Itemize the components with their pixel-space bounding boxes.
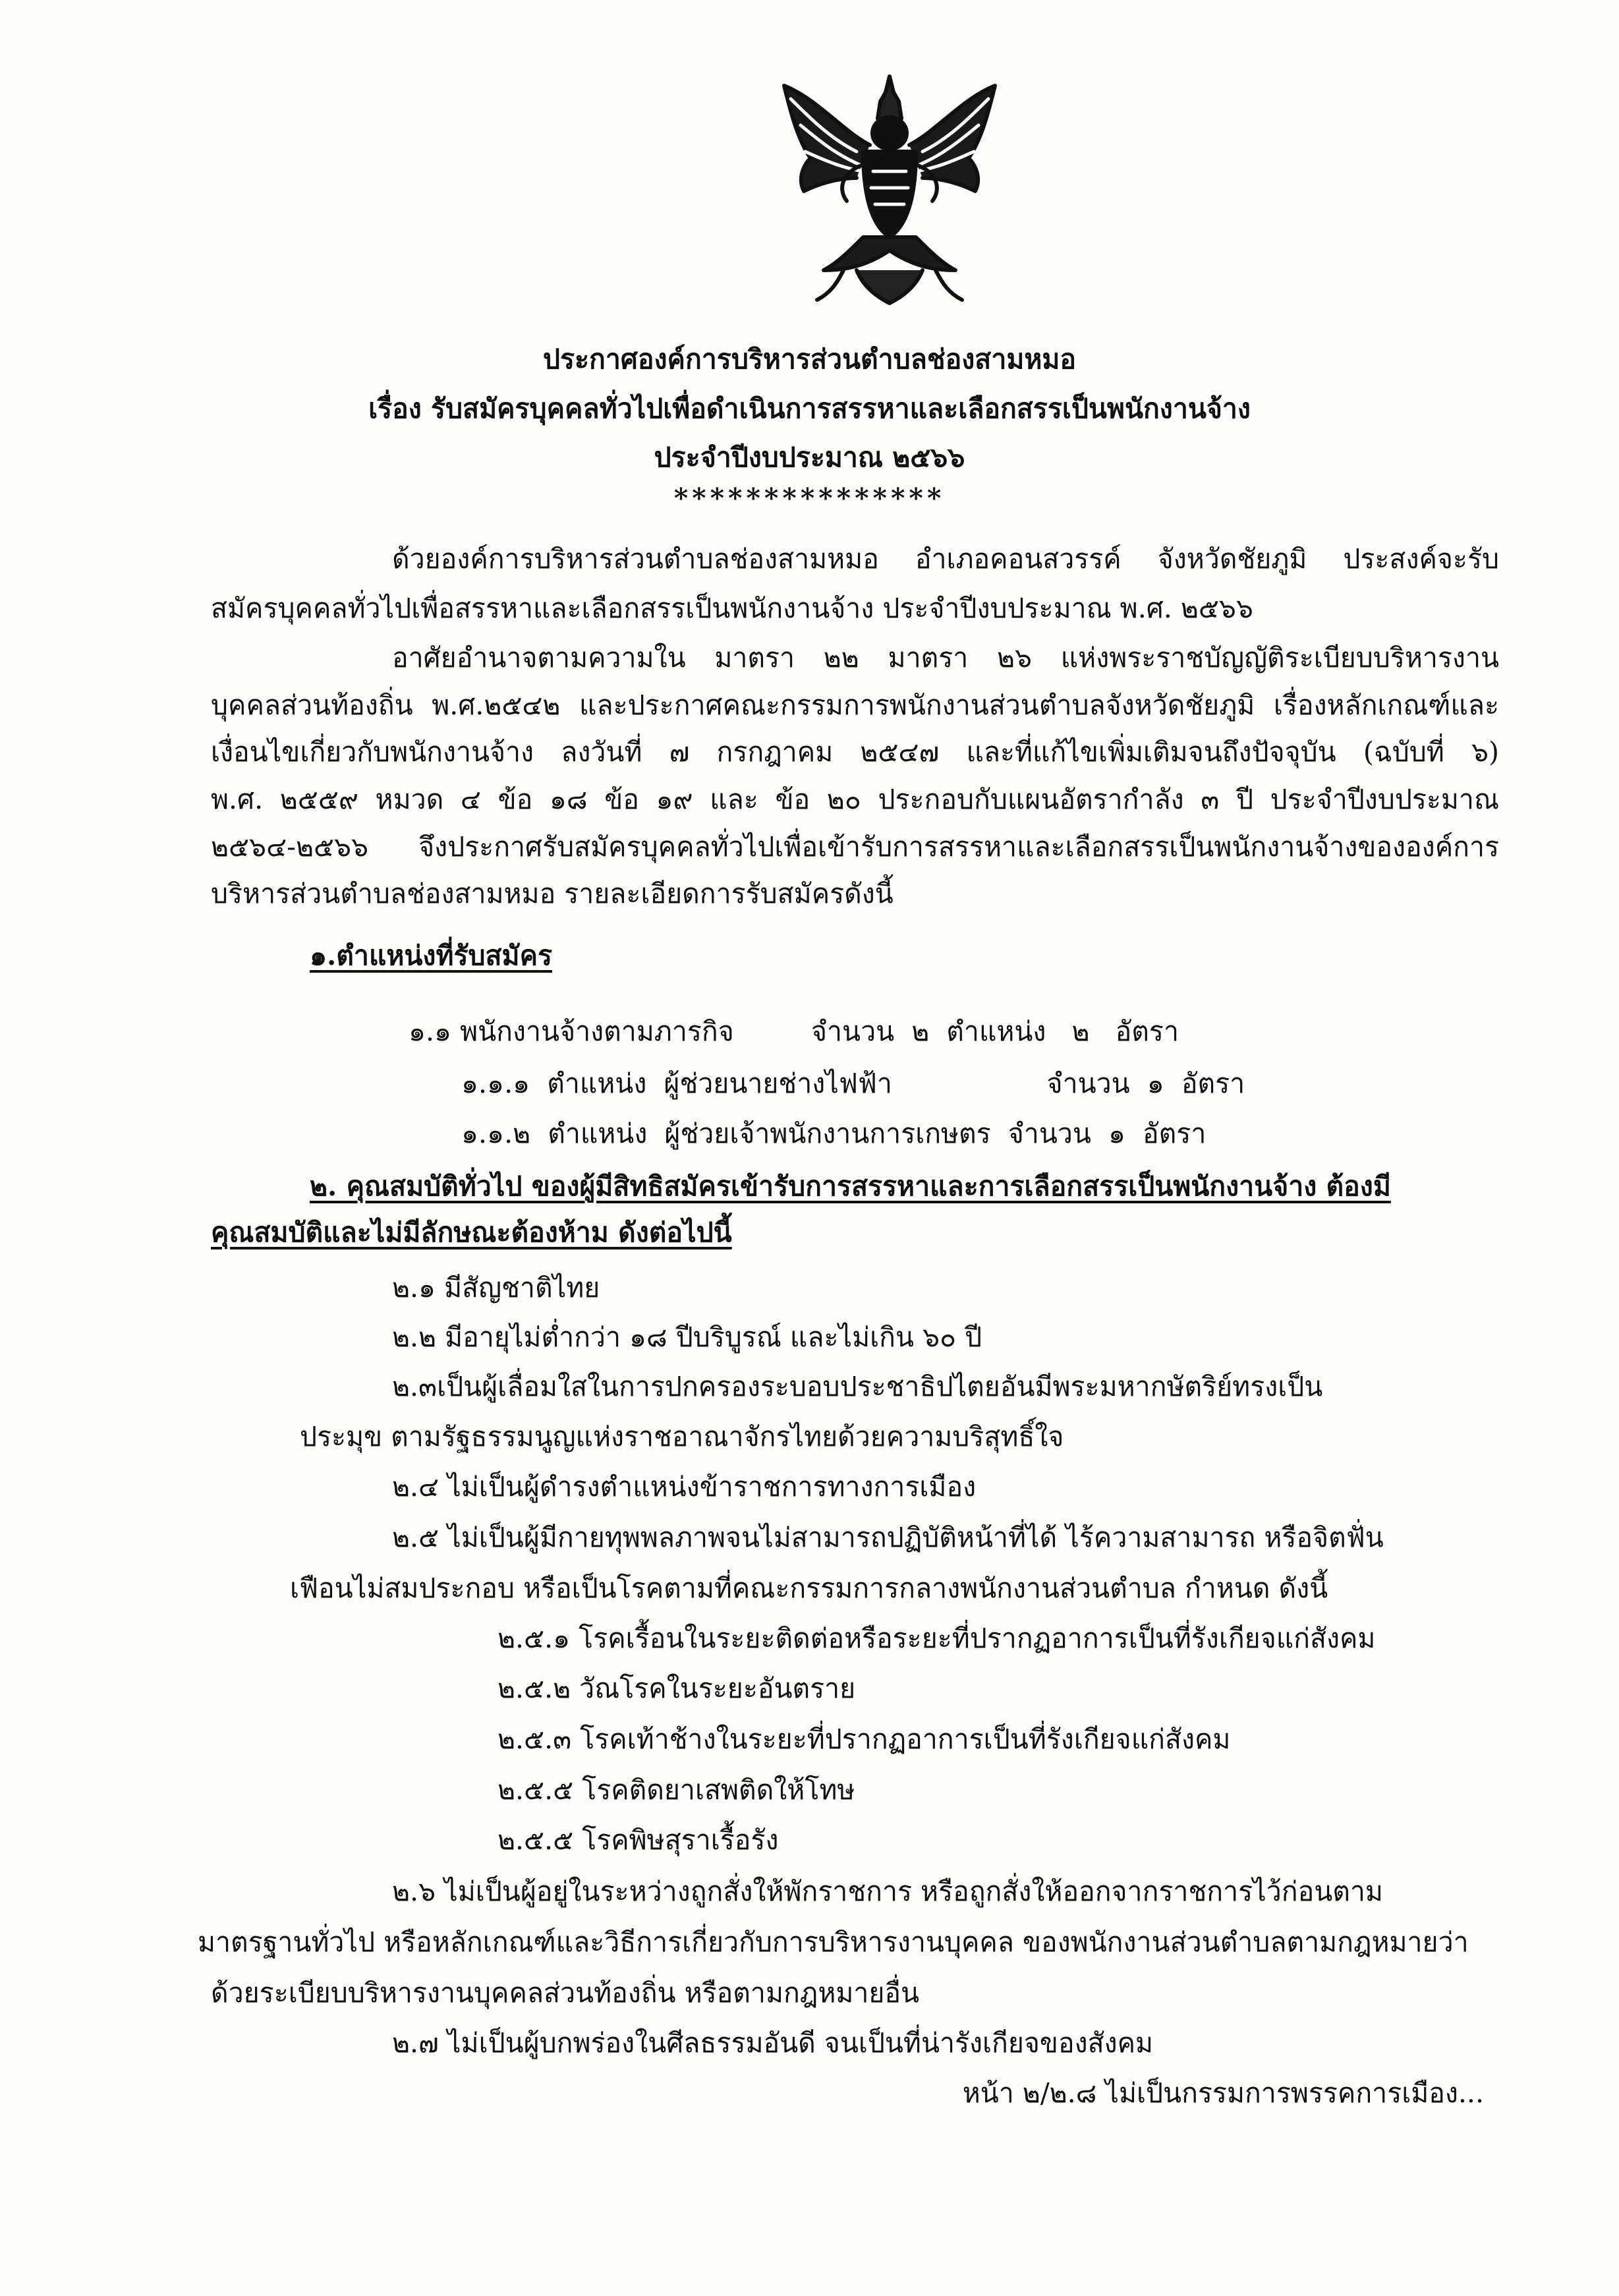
qualification-2-6-line-1: ๒.๖ ไม่เป็นผู้อยู่ในระหว่างถูกสั่งให้พักราชการ หรือถูกสั่งให้ออกจากราชการไว้ก่อนตาม xyxy=(392,1876,1383,1907)
fiscal-year-line: ประจำปีงบประมาณ ๒๕๖๖ xyxy=(654,442,965,473)
position-item-1-1: ๑.๑ พนักงานจ้างตามภารกิจ จำนวน ๒ ตำแหน่ง ๒ อัตรา xyxy=(409,1016,1179,1047)
announcement-subject: เรื่อง รับสมัครบุคคลทั่วไปเพื่อดำเนินการสรรหาและเลือกสรรเป็นพนักงานจ้าง xyxy=(368,393,1251,424)
qualification-2-5-line-1: ๒.๕ ไม่เป็นผู้มีกายทุพพลภาพจนไม่สามารถปฏิบัติหน้าที่ได้ ไร้ความสามารถ หรือจิตฟั่น xyxy=(392,1522,1384,1553)
disease-2-5-4: ๒.๕.๕ โรคติดยาเสพติดให้โทษ xyxy=(497,1774,855,1806)
separator-stars: *************** xyxy=(673,482,946,514)
qualification-2-6-line-2: มาตรฐานทั่วไป หรือหลักเกณฑ์และวิธีการเกี่ยวกับการบริหารงานบุคคล ของพนักงานส่วนตำบลตามกฎหมายว่า xyxy=(198,1926,1469,1958)
section-2-heading-line-1: ๒. คุณสมบัติทั่วไป ของผู้มีสิทธิสมัครเข้ารับการสรรหาและการเลือกสรรเป็นพนักงานจ้าง ต้องมี xyxy=(310,1170,1391,1202)
intro-paragraph-1-line-1: ด้วยองค์การบริหารส่วนตำบลช่องสามหมอ อำเภอคอนสวรรค์ จังหวัดชัยภูมิ ประสงค์จะรับ xyxy=(392,543,1499,575)
section-1-heading: ๑.ตำแหน่งที่รับสมัคร xyxy=(310,940,553,971)
position-item-1-1-1: ๑.๑.๑ ตำแหน่ง ผู้ช่วยนายช่างไฟฟ้า จำนวน ๑ อัตรา xyxy=(461,1068,1245,1099)
intro-paragraph-2-line-3: เงื่อนไขเกี่ยวกับพนักงานจ้าง ลงวันที่ ๗ กรกฎาคม ๒๕๔๗ และที่แก้ไขเพิ่มเติมจนถึงปัจจุบัน (ฉบับที่ ๖) xyxy=(211,736,1499,768)
qualification-2-4: ๒.๔ ไม่เป็นผู้ดำรงตำแหน่งข้าราชการทางการเมือง xyxy=(392,1471,977,1503)
disease-2-5-2: ๒.๕.๒ วัณโรคในระยะอันตราย xyxy=(497,1673,856,1704)
qualification-2-3-line-2: ประมุข ตามรัฐธรรมนูญแห่งราชอาณาจักรไทยด้วยความบริสุทธิ์ใจ xyxy=(300,1421,1064,1452)
intro-paragraph-2-line-6: บริหารส่วนตำบลช่องสามหมอ รายละเอียดการรับสมัครดังนี้ xyxy=(211,878,894,909)
position-item-1-1-2: ๑.๑.๒ ตำแหน่ง ผู้ช่วยเจ้าพนักงานการเกษตร จำนวน ๑ อัตรา xyxy=(461,1118,1207,1149)
page-continuation-note: หน้า ๒/๒.๘ ไม่เป็นกรรมการพรรคการเมือง... xyxy=(962,2077,1484,2109)
section-2-heading-line-2: คุณสมบัติและไม่มีลักษณะต้องห้าม ดังต่อไปนี้ xyxy=(211,1217,732,1248)
qualification-2-3-line-1: ๒.๓เป็นผู้เลื่อมใสในการปกครองระบอบประชาธิปไตยอันมีพระมหากษัตริย์ทรงเป็น xyxy=(392,1371,1323,1402)
disease-2-5-3: ๒.๕.๓ โรคเท้าช้างในระยะที่ปรากฏอาการเป็นที่รังเกียจแก่สังคม xyxy=(497,1723,1231,1755)
intro-paragraph-2-line-5: ๒๕๖๔-๒๕๖๖ จึงประกาศรับสมัครบุคคลทั่วไปเพื่อเข้ารับการสรรหาและเลือกสรรเป็นพนักงานจ้างขององค์การ xyxy=(211,831,1499,863)
qualification-2-6-line-3: ด้วยระเบียบบริหารงานบุคคลส่วนท้องถิ่น หรือตามกฎหมายอื่น xyxy=(211,1977,920,2009)
intro-paragraph-1-line-2: สมัครบุคคลทั่วไปเพื่อสรรหาและเลือกสรรเป็นพนักงานจ้าง ประจำปีงบประมาณ พ.ศ. ๒๕๖๖ xyxy=(211,592,1253,624)
qualification-2-5-line-2: เฟือนไม่สมประกอบ หรือเป็นโรคตามที่คณะกรรมการกลางพนักงานส่วนตำบล กำหนด ดังนี้ xyxy=(290,1572,1328,1604)
qualification-2-7: ๒.๗ ไม่เป็นผู้บกพร่องในศีลธรรมอันดี จนเป็นที่น่ารังเกียจของสังคม xyxy=(392,2027,1154,2059)
intro-paragraph-2-line-2: บุคคลส่วนท้องถิ่น พ.ศ.๒๕๔๒ และประกาศคณะกรรมการพนักงานส่วนตำบลจังหวัดชัยภูมิ เรื่องหลักเกณฑ์และ xyxy=(211,689,1499,721)
disease-2-5-5: ๒.๕.๕ โรคพิษสุราเรื้อรัง xyxy=(497,1824,779,1856)
intro-paragraph-2-line-4: พ.ศ. ๒๕๕๙ หมวด ๔ ข้อ ๑๘ ข้อ ๑๙ และ ข้อ ๒๐ ประกอบกับแผนอัตรากำลัง ๓ ปี ประจำปีงบประมาณ xyxy=(211,784,1499,815)
qualification-2-1: ๒.๑ มีสัญชาติไทย xyxy=(392,1272,600,1304)
announcement-title: ประกาศองค์การบริหารส่วนตำบลช่องสามหมอ xyxy=(542,343,1077,375)
garuda-emblem-icon xyxy=(764,72,1015,310)
qualification-2-2: ๒.๒ มีอายุไม่ต่ำกว่า ๑๘ ปีบริบูรณ์ และไม่เกิน ๖๐ ปี xyxy=(392,1321,982,1353)
disease-2-5-1: ๒.๕.๑ โรคเรื้อนในระยะติดต่อหรือระยะที่ปรากฏอาการเป็นที่รังเกียจแก่สังคม xyxy=(497,1622,1376,1654)
intro-paragraph-2-line-1: อาศัยอำนาจตามความใน มาตรา ๒๒ มาตรา ๒๖ แห่งพระราชบัญญัติระเบียบบริหารงาน xyxy=(392,642,1499,674)
